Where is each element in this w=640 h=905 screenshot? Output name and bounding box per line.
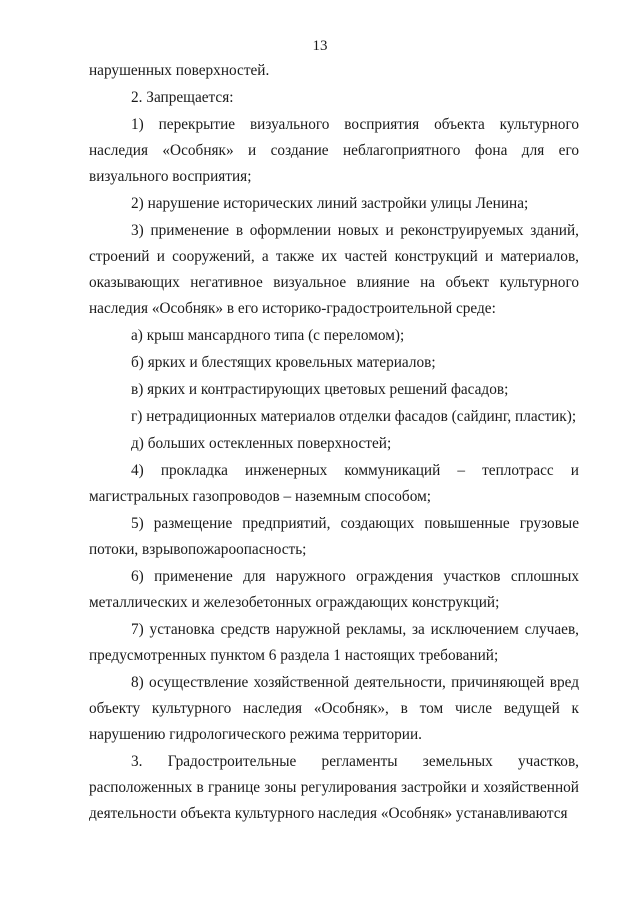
document-body — [89, 58, 579, 828]
paragraph: 5) размещение предприятий, создающих повышенные грузовые потоки, взрывопожароопасность; — [89, 515, 579, 558]
paragraph: 2) нарушение исторических линий застройки улицы Ленина; — [131, 195, 529, 212]
paragraph: 7) установка средств наружной рекламы, за исключением случаев, предусмотренных пунктом 6 раздела 1 настоящих требований; — [89, 621, 579, 664]
paragraph: 3. Градостроительные регламенты земельных участков, расположенных в границе зоны регулирования застройки и хозяйственной деятельности объекта культурного наследия «Особняк» устанавливаются — [89, 753, 579, 822]
paragraph: 2. Запрещается: — [131, 89, 234, 106]
paragraph: 8) осуществление хозяйственной деятельности, причиняющей вред объекту культурного наследия «Особняк», в том числе ведущей к нарушению гидрологического режима территории. — [89, 674, 579, 743]
paragraph: нарушенных поверхностей. — [89, 62, 270, 79]
paragraph: а) крыш мансардного типа (с переломом); — [131, 327, 405, 344]
page-number: 13 — [312, 38, 328, 54]
paragraph: б) ярких и блестящих кровельных материалов; — [131, 354, 436, 371]
paragraph: д) больших остекленных поверхностей; — [131, 435, 392, 452]
paragraph: 3) применение в оформлении новых и реконструируемых зданий, строений и сооружений, а также их частей конструкций и материалов, оказывающих негативное визуальное влияние на объект культурного наследия «Особняк» в его историко-градостроительной среде: — [89, 222, 579, 317]
paragraph: в) ярких и контрастирующих цветовых решений фасадов; — [131, 381, 509, 398]
paragraph: 4) прокладка инженерных коммуникаций – теплотрасс и магистральных газопроводов – наземным способом; — [89, 462, 579, 505]
paragraph: г) нетрадиционных материалов отделки фасадов (сайдинг, пластик); — [131, 408, 577, 425]
paragraph: 6) применение для наружного ограждения участков сплошных металлических и железобетонных ограждающих конструкций; — [89, 568, 579, 611]
paragraph: 1) перекрытие визуального восприятия объекта культурного наследия «Особняк» и создание неблагоприятного фона для его визуального восприятия; — [89, 116, 579, 185]
